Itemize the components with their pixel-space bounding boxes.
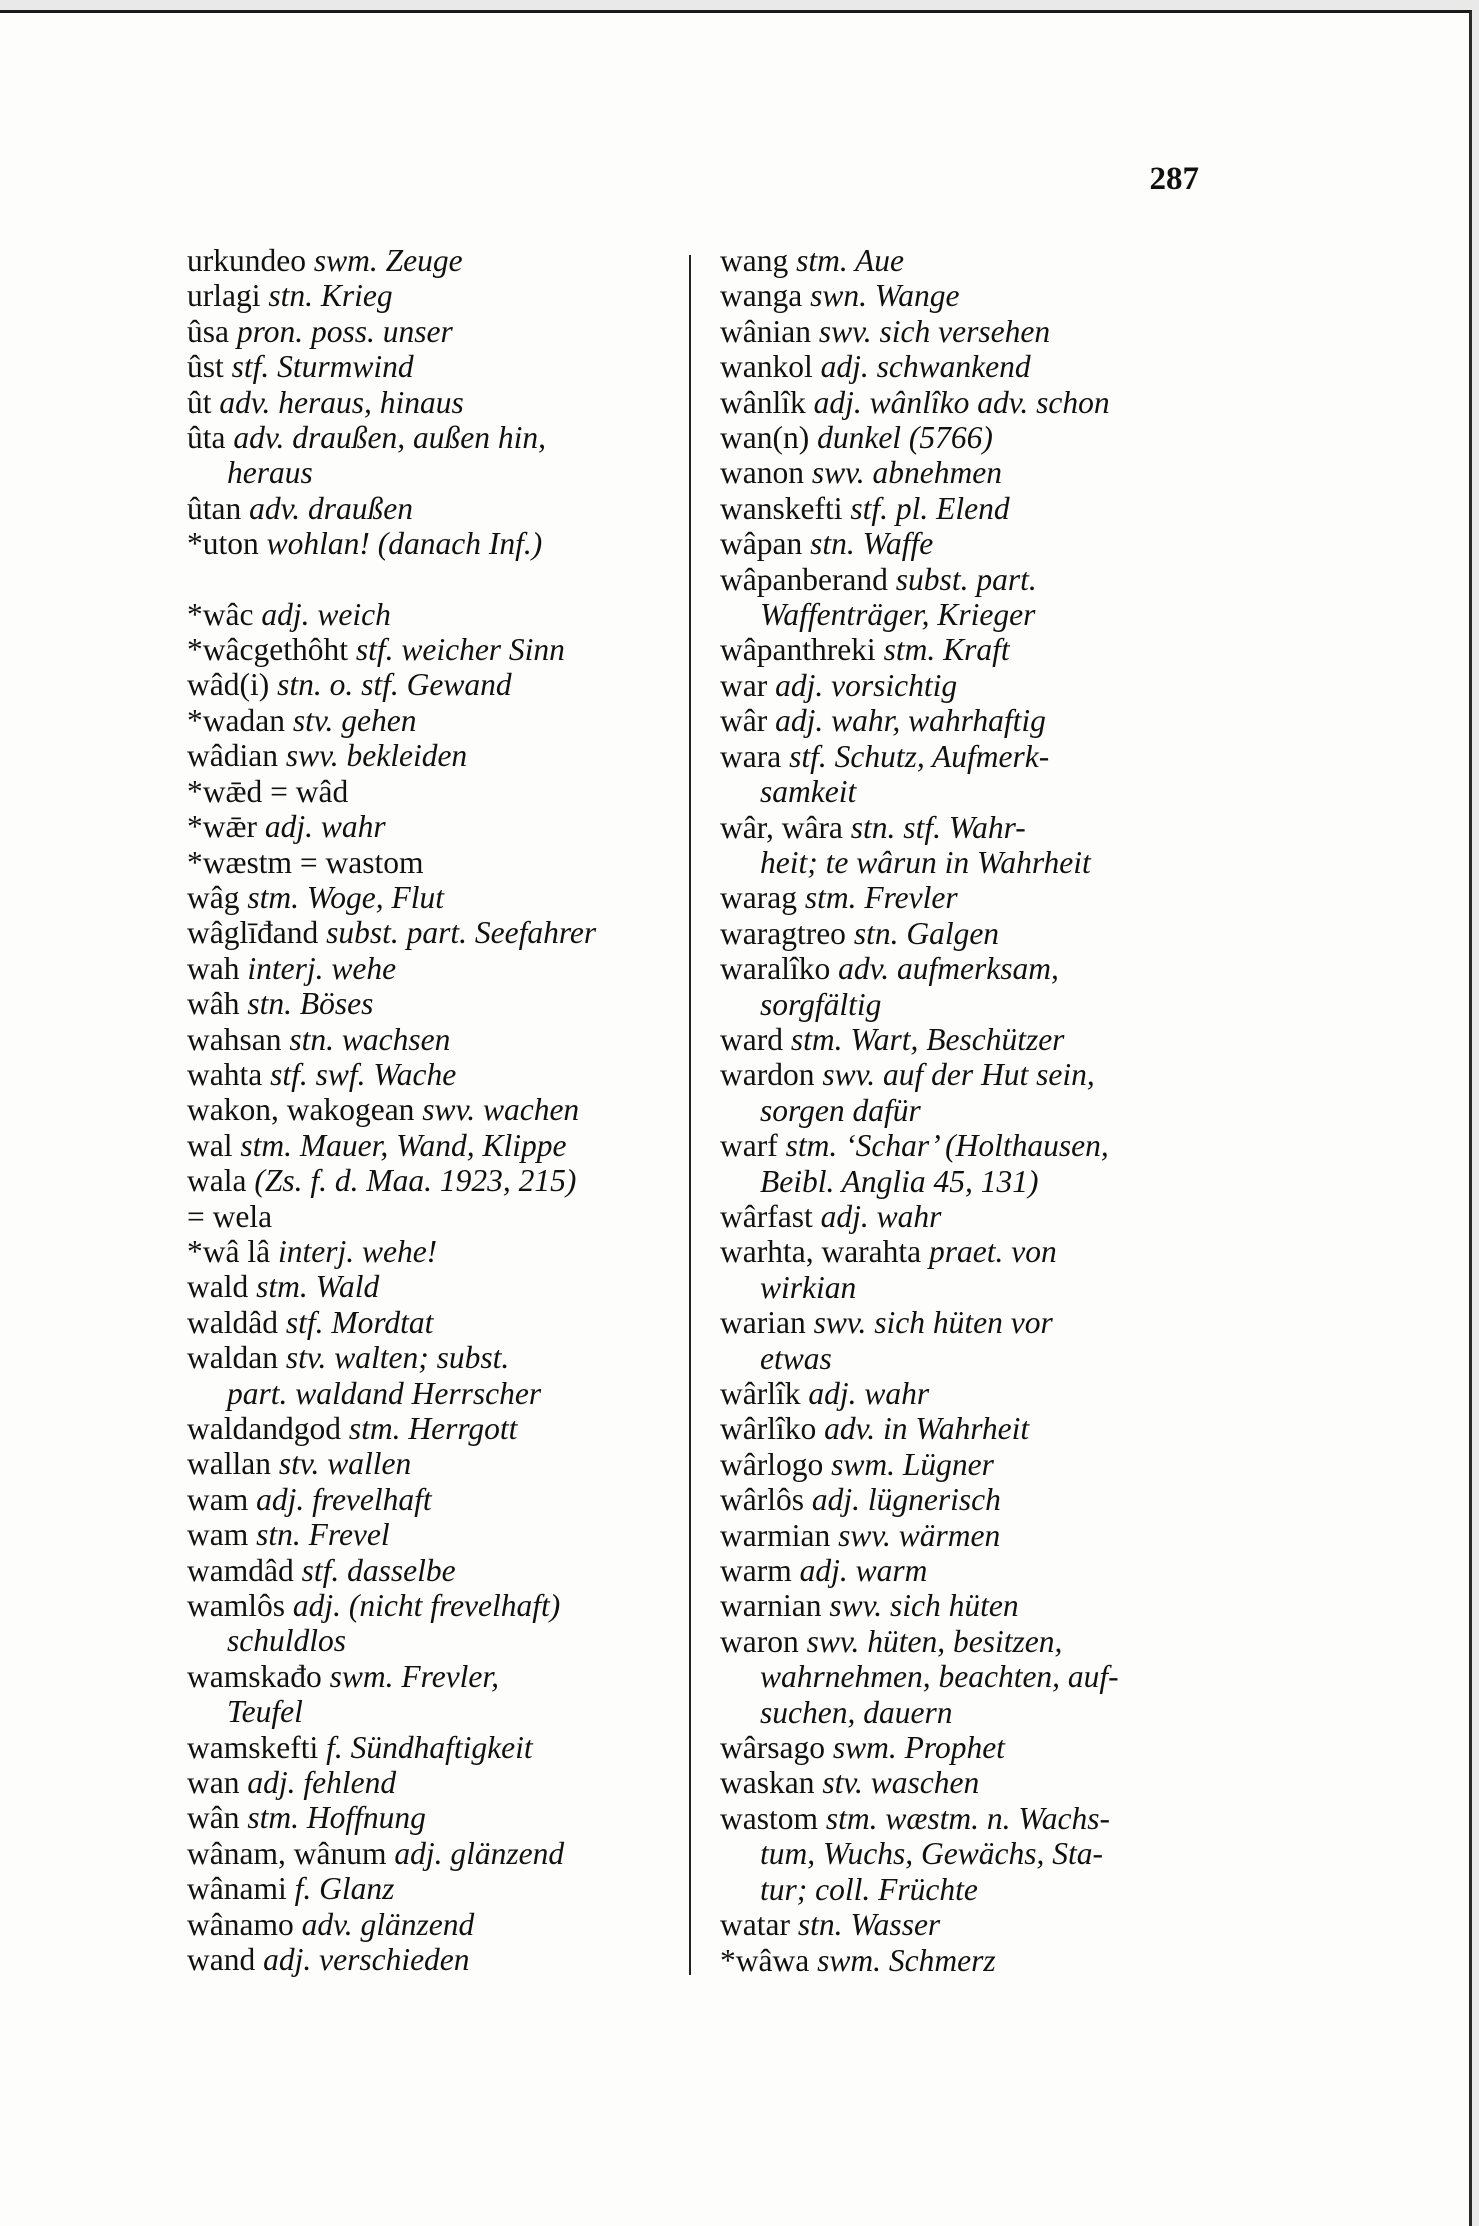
dictionary-entry bbox=[187, 1907, 687, 1942]
entry-definition: adj. wahr, wahrhaftig bbox=[775, 703, 1046, 739]
dictionary-entry bbox=[720, 278, 1220, 313]
entry-headword: warnian bbox=[720, 1588, 822, 1624]
entry-headword: waragtreo bbox=[720, 915, 846, 951]
entry-headword: wam bbox=[187, 1517, 249, 1553]
entry-headword: ûtan bbox=[187, 490, 242, 526]
entry-definition: adj. schwankend bbox=[820, 349, 1031, 385]
entry-definition: adj. frevelhaft bbox=[256, 1481, 432, 1517]
entry-headword: wamlôs bbox=[187, 1588, 285, 1624]
entry-headword: warag bbox=[720, 880, 797, 916]
dictionary-entry bbox=[187, 1659, 687, 1694]
dictionary-entry bbox=[720, 349, 1220, 384]
entry-definition: swv. wärmen bbox=[838, 1517, 1001, 1553]
entry-headword: wâdian bbox=[187, 738, 278, 774]
entry-headword: ûta bbox=[187, 420, 226, 456]
dictionary-entry bbox=[187, 243, 687, 278]
entry-definition: swv. auf der Hut sein, bbox=[822, 1057, 1095, 1093]
entry-headword: *wǣd = wâd bbox=[187, 773, 349, 809]
entry-headword: waldan bbox=[187, 1340, 278, 1376]
entry-headword: wârsago bbox=[720, 1730, 825, 1766]
dictionary-entry bbox=[187, 314, 687, 349]
dictionary-entry bbox=[187, 738, 687, 773]
entry-headword: wânam, wânum bbox=[187, 1835, 387, 1871]
entry-headword: wâg bbox=[187, 879, 240, 915]
dictionary-entry bbox=[720, 1588, 1220, 1623]
dictionary-entry bbox=[720, 243, 1220, 278]
dictionary-entry bbox=[187, 597, 687, 632]
entry-definition: wirkian bbox=[760, 1269, 857, 1305]
entry-headword: wâr, wâra bbox=[720, 809, 843, 845]
dictionary-entry bbox=[187, 1482, 687, 1517]
dictionary-entry bbox=[187, 1022, 687, 1057]
entry-headword: *uton bbox=[187, 526, 259, 562]
entry-headword: *wâwa bbox=[720, 1942, 810, 1978]
dictionary-entry bbox=[720, 1624, 1220, 1659]
dictionary-entry bbox=[187, 1340, 687, 1375]
dictionary-entry bbox=[187, 809, 687, 844]
entry-definition: swv. sich hüten bbox=[829, 1588, 1019, 1624]
entry-headword: wastom bbox=[720, 1800, 818, 1836]
dictionary-entry bbox=[720, 1305, 1220, 1340]
entry-headword: ward bbox=[720, 1021, 783, 1057]
entry-headword: wâpanberand bbox=[720, 561, 888, 597]
dictionary-entry bbox=[720, 562, 1220, 597]
entry-headword: wânlîk bbox=[720, 384, 806, 420]
entry-headword: wamskefti bbox=[187, 1729, 319, 1765]
entry-definition: swm. Zeuge bbox=[313, 243, 463, 278]
column-divider bbox=[689, 255, 691, 1975]
entry-definition: stf. pl. Elend bbox=[850, 490, 1010, 526]
entry-headword: wardon bbox=[720, 1057, 815, 1093]
dictionary-entry bbox=[720, 1199, 1220, 1234]
entry-definition: sorgen dafür bbox=[760, 1092, 921, 1128]
entry-definition: stf. swf. Wache bbox=[270, 1056, 457, 1092]
entry-definition: swv. hüten, besitzen, bbox=[806, 1623, 1063, 1659]
dictionary-entry bbox=[720, 951, 1220, 986]
entry-definition: adv. draußen bbox=[249, 490, 413, 526]
entry-definition: etwas bbox=[760, 1340, 832, 1376]
entry-headword: wâglīđand bbox=[187, 915, 319, 951]
entry-headword: wam bbox=[187, 1481, 249, 1517]
dictionary-entry bbox=[720, 703, 1220, 738]
entry-headword: wânamo bbox=[187, 1906, 294, 1942]
dictionary-entry bbox=[187, 1305, 687, 1340]
dictionary-entry bbox=[720, 880, 1220, 915]
dictionary-entry bbox=[187, 1517, 687, 1552]
dictionary-entry bbox=[720, 632, 1220, 667]
dictionary-entry bbox=[720, 1093, 1220, 1128]
entry-definition: adj. warm bbox=[799, 1553, 928, 1589]
entry-headword: wârlôs bbox=[720, 1482, 804, 1518]
dictionary-entry bbox=[720, 420, 1220, 455]
dictionary-entry bbox=[187, 774, 687, 809]
entry-definition: stm. Mauer, Wand, Klippe bbox=[240, 1127, 567, 1163]
dictionary-entry bbox=[720, 1128, 1220, 1163]
dictionary-entry bbox=[187, 632, 687, 667]
dictionary-entry bbox=[720, 1341, 1220, 1376]
dictionary-entry bbox=[187, 349, 687, 384]
dictionary-entry bbox=[187, 1623, 687, 1658]
entry-headword: wang bbox=[720, 243, 789, 278]
entry-definition: adj. (nicht frevelhaft) bbox=[292, 1588, 561, 1624]
entry-definition: stn. stf. Wahr- bbox=[850, 809, 1026, 845]
dictionary-entry bbox=[720, 385, 1220, 420]
dictionary-entry bbox=[720, 597, 1220, 632]
entry-definition: swm. Schmerz bbox=[817, 1942, 996, 1978]
dictionary-entry bbox=[187, 1269, 687, 1304]
dictionary-entry bbox=[720, 774, 1220, 809]
dictionary-entry bbox=[187, 491, 687, 526]
dictionary-entry bbox=[720, 1482, 1220, 1517]
entry-definition: stf. Mordtat bbox=[285, 1304, 434, 1340]
dictionary-entry bbox=[187, 1199, 687, 1234]
dictionary-entry bbox=[720, 1801, 1220, 1836]
dictionary-entry bbox=[720, 1943, 1220, 1978]
entry-headword: war bbox=[720, 667, 768, 703]
dictionary-entry bbox=[720, 1376, 1220, 1411]
entry-headword: wankol bbox=[720, 349, 813, 385]
dictionary-entry bbox=[187, 526, 687, 561]
dictionary-entry bbox=[720, 314, 1220, 349]
entry-headword: wan(n) bbox=[720, 420, 810, 456]
dictionary-entry bbox=[720, 668, 1220, 703]
entry-definition: heraus bbox=[227, 455, 313, 491]
dictionary-entry bbox=[187, 1694, 687, 1729]
entry-definition: heit; te wârun in Wahrheit bbox=[760, 844, 1091, 880]
entry-headword: waldâd bbox=[187, 1304, 278, 1340]
dictionary-entry bbox=[187, 278, 687, 313]
entry-headword: *wâc bbox=[187, 596, 254, 632]
dictionary-entry bbox=[187, 1411, 687, 1446]
entry-definition: stn. Böses bbox=[247, 986, 374, 1022]
entry-headword: ût bbox=[187, 384, 212, 420]
dictionary-entry bbox=[720, 916, 1220, 951]
dictionary-entry bbox=[187, 1942, 687, 1977]
entry-definition: swm. Frevler, bbox=[329, 1658, 500, 1694]
entry-definition: stm. ‘Schar’ (Holthausen, bbox=[785, 1128, 1109, 1164]
entry-definition: sorgfältig bbox=[760, 986, 882, 1022]
entry-headword: wanga bbox=[720, 278, 803, 314]
entry-headword: wârlogo bbox=[720, 1446, 824, 1482]
entry-definition: suchen, dauern bbox=[760, 1694, 953, 1730]
dictionary-entry bbox=[720, 1411, 1220, 1446]
dictionary-entry bbox=[187, 1057, 687, 1092]
entry-headword: wara bbox=[720, 738, 782, 774]
dictionary-entry bbox=[187, 1730, 687, 1765]
entry-definition: adv. aufmerksam, bbox=[838, 951, 1059, 987]
entry-headword: wanon bbox=[720, 455, 804, 491]
entry-headword: *wâ lâ bbox=[187, 1233, 271, 1269]
entry-definition: stf. Sturmwind bbox=[231, 349, 414, 385]
entry-definition: adv. glänzend bbox=[301, 1906, 475, 1942]
entry-headword: wamdâd bbox=[187, 1552, 294, 1588]
dictionary-entry bbox=[720, 526, 1220, 561]
entry-definition: stv. wallen bbox=[278, 1446, 412, 1482]
entry-definition: stm. Woge, Flut bbox=[247, 879, 444, 915]
entry-headword: wald bbox=[187, 1269, 249, 1305]
entry-definition: adj. weich bbox=[261, 596, 391, 632]
entry-headword: wâd(i) bbox=[187, 667, 270, 703]
dictionary-entry bbox=[187, 915, 687, 950]
dictionary-entry bbox=[187, 1234, 687, 1269]
entry-headword: warmian bbox=[720, 1517, 831, 1553]
entry-definition: adj. lügnerisch bbox=[811, 1482, 1001, 1518]
dictionary-entry bbox=[187, 1871, 687, 1906]
entry-definition: adj. wahr bbox=[808, 1376, 930, 1411]
dictionary-entry bbox=[720, 1270, 1220, 1305]
entry-headword: wâpanthreki bbox=[720, 632, 876, 668]
entry-definition: stv. waschen bbox=[822, 1765, 980, 1801]
entry-definition: stv. walten; subst. bbox=[285, 1340, 510, 1376]
entry-headword: wand bbox=[187, 1942, 256, 1978]
entry-definition: stn. Waffe bbox=[810, 526, 934, 562]
entry-definition: adj. verschieden bbox=[263, 1942, 470, 1978]
entry-definition: wahrnehmen, beachten, auf- bbox=[760, 1659, 1119, 1695]
entry-definition: stm. Aue bbox=[796, 243, 905, 278]
dictionary-entry bbox=[187, 1446, 687, 1481]
entry-definition: tum, Wuchs, Gewächs, Sta- bbox=[760, 1836, 1103, 1872]
dictionary-entry bbox=[720, 1057, 1220, 1092]
entry-definition: adj. vorsichtig bbox=[775, 667, 958, 703]
entry-headword: *wæstm = wastom bbox=[187, 844, 424, 880]
entry-definition: adv. heraus, hinaus bbox=[219, 384, 464, 420]
entry-definition: Beibl. Anglia 45, 131) bbox=[760, 1163, 1039, 1199]
entry-definition: stf. Schutz, Aufmerk- bbox=[789, 738, 1050, 774]
dictionary-entry bbox=[187, 1376, 687, 1411]
dictionary-entry bbox=[720, 987, 1220, 1022]
dictionary-entry bbox=[720, 1872, 1220, 1907]
dictionary-entry bbox=[187, 1128, 687, 1163]
entry-definition: f. Glanz bbox=[294, 1871, 395, 1907]
entry-headword: waralîko bbox=[720, 951, 831, 987]
entry-definition: interj. wehe! bbox=[277, 1233, 438, 1269]
entry-headword: wamskađo bbox=[187, 1658, 322, 1694]
entry-definition: adj. wânlîko adv. schon bbox=[813, 384, 1110, 420]
entry-headword: wan bbox=[187, 1765, 240, 1801]
dictionary-entry bbox=[187, 1163, 687, 1198]
dictionary-entry bbox=[187, 1836, 687, 1871]
entry-headword: wânami bbox=[187, 1871, 287, 1907]
entry-headword: ûst bbox=[187, 349, 224, 385]
dictionary-entry bbox=[187, 420, 687, 455]
dictionary-entry bbox=[187, 951, 687, 986]
entry-definition: dunkel (5766) bbox=[817, 420, 993, 456]
dictionary-entry bbox=[187, 1588, 687, 1623]
entry-headword: wakon, wakogean bbox=[187, 1092, 415, 1128]
entry-headword: *wadan bbox=[187, 702, 285, 738]
entry-headword: wâr bbox=[720, 703, 768, 739]
entry-definition: swv. abnehmen bbox=[811, 455, 1002, 491]
entry-headword: wân bbox=[187, 1800, 240, 1836]
entry-headword: warhta, warahta bbox=[720, 1234, 922, 1270]
page-number: 287 bbox=[1149, 161, 1199, 197]
dictionary-entry bbox=[187, 385, 687, 420]
entry-headword: wal bbox=[187, 1127, 233, 1163]
entry-definition: stn. wachsen bbox=[289, 1021, 451, 1057]
entry-definition: stf. dasselbe bbox=[301, 1552, 456, 1588]
entry-definition: stn. Frevel bbox=[256, 1517, 390, 1553]
entry-definition: swn. Wange bbox=[810, 278, 960, 314]
entry-definition: stn. o. stf. Gewand bbox=[277, 667, 512, 703]
entry-headword: warian bbox=[720, 1305, 806, 1341]
entry-headword: wârlîk bbox=[720, 1376, 801, 1411]
entry-definition: samkeit bbox=[760, 774, 857, 810]
dictionary-entry bbox=[720, 739, 1220, 774]
dictionary-entry bbox=[720, 1234, 1220, 1269]
entry-definition: swv. sich versehen bbox=[818, 313, 1051, 349]
entry-definition: adj. glänzend bbox=[394, 1835, 565, 1871]
entry-definition: pron. poss. unser bbox=[236, 313, 453, 349]
entry-headword: wârlîko bbox=[720, 1411, 817, 1447]
entry-definition: stf. weicher Sinn bbox=[355, 632, 565, 668]
entry-definition: stm. Kraft bbox=[883, 632, 1010, 668]
dictionary-entry bbox=[720, 1164, 1220, 1199]
dictionary-entry bbox=[187, 1092, 687, 1127]
entry-definition: adj. wahr bbox=[264, 809, 386, 845]
entry-definition: wohlan! (danach Inf.) bbox=[266, 526, 543, 562]
entry-definition: (Zs. f. d. Maa. 1923, 215) bbox=[254, 1163, 577, 1199]
entry-headword: wâpan bbox=[720, 526, 803, 562]
dictionary-entry bbox=[720, 1659, 1220, 1694]
entry-headword: wahsan bbox=[187, 1021, 282, 1057]
dictionary-entry bbox=[720, 1765, 1220, 1800]
entry-definition: stm. Herrgott bbox=[348, 1411, 518, 1446]
entry-headword: *wâcgethôht bbox=[187, 632, 348, 668]
entry-definition: stn. Galgen bbox=[853, 915, 1000, 951]
entry-definition: stm. wæstm. n. Wachs- bbox=[825, 1800, 1110, 1836]
dictionary-entry bbox=[187, 986, 687, 1021]
left-column bbox=[187, 243, 687, 1978]
dictionary-entry bbox=[720, 1022, 1220, 1057]
entry-headword: wârfast bbox=[720, 1198, 813, 1234]
entry-definition: adv. draußen, außen hin, bbox=[233, 420, 546, 456]
entry-definition: stn. Krieg bbox=[268, 278, 393, 314]
dictionary-entry bbox=[720, 1553, 1220, 1588]
entry-definition: stm. Wart, Beschützer bbox=[790, 1021, 1065, 1057]
entry-headword: wahta bbox=[187, 1056, 263, 1092]
entry-definition: adj. wahr bbox=[820, 1198, 942, 1234]
entry-definition: adv. in Wahrheit bbox=[824, 1411, 1030, 1447]
dictionary-entry bbox=[187, 455, 687, 490]
entry-definition: f. Sündhaftigkeit bbox=[326, 1729, 533, 1765]
entry-headword: urkundeo bbox=[187, 243, 306, 278]
entry-definition: Waffenträger, Krieger bbox=[760, 597, 1036, 633]
dictionary-entry bbox=[187, 703, 687, 738]
entry-headword: wânian bbox=[720, 313, 811, 349]
entry-headword: warm bbox=[720, 1553, 792, 1589]
entry-definition: swm. Lügner bbox=[831, 1446, 994, 1482]
entry-headword: wallan bbox=[187, 1446, 271, 1482]
dictionary-entry bbox=[187, 1800, 687, 1835]
dictionary-entry bbox=[187, 845, 687, 880]
dictionary-page bbox=[0, 10, 1472, 2226]
entry-definition: swv. bekleiden bbox=[285, 738, 468, 774]
entry-headword: wâh bbox=[187, 986, 240, 1022]
dictionary-entry bbox=[720, 1907, 1220, 1942]
entry-headword: ûsa bbox=[187, 313, 229, 349]
entry-definition: stv. gehen bbox=[292, 702, 417, 738]
entry-headword: watar bbox=[720, 1907, 790, 1943]
entry-definition: subst. part. bbox=[895, 561, 1037, 597]
entry-definition: praet. von bbox=[929, 1234, 1057, 1270]
entry-definition: stn. Wasser bbox=[797, 1907, 941, 1943]
entry-headword: waldandgod bbox=[187, 1411, 341, 1446]
dictionary-entry bbox=[187, 1765, 687, 1800]
entry-headword: wanskefti bbox=[720, 490, 843, 526]
entry-definition: schuldlos bbox=[227, 1623, 347, 1659]
dictionary-entry bbox=[720, 845, 1220, 880]
entry-headword: urlagi bbox=[187, 278, 261, 314]
dictionary-entry bbox=[720, 1518, 1220, 1553]
dictionary-entry bbox=[720, 1447, 1220, 1482]
dictionary-entry bbox=[187, 1553, 687, 1588]
entry-headword: waskan bbox=[720, 1765, 815, 1801]
dictionary-entry bbox=[720, 455, 1220, 490]
entry-definition: subst. part. Seefahrer bbox=[326, 915, 597, 951]
entry-definition: swm. Prophet bbox=[832, 1730, 1005, 1766]
entry-definition: swv. wachen bbox=[422, 1092, 580, 1128]
entry-definition: adj. fehlend bbox=[247, 1765, 397, 1801]
entry-definition: part. waldand Herrscher bbox=[227, 1375, 542, 1411]
entry-definition: interj. wehe bbox=[247, 950, 397, 986]
entry-definition: Teufel bbox=[227, 1694, 303, 1730]
dictionary-entry bbox=[187, 667, 687, 702]
entry-definition: stm. Wald bbox=[256, 1269, 380, 1305]
entry-headword: wah bbox=[187, 950, 240, 986]
entry-definition: swv. sich hüten vor bbox=[813, 1305, 1053, 1341]
entry-definition: stm. Hoffnung bbox=[247, 1800, 426, 1836]
dictionary-entry bbox=[720, 810, 1220, 845]
entry-headword: warf bbox=[720, 1128, 778, 1164]
dictionary-entry bbox=[187, 880, 687, 915]
dictionary-entry bbox=[720, 1695, 1220, 1730]
entry-headword: *wǣr bbox=[187, 809, 257, 845]
dictionary-entry bbox=[720, 491, 1220, 526]
entry-definition: tur; coll. Früchte bbox=[760, 1871, 978, 1907]
entry-headword: wala bbox=[187, 1163, 247, 1199]
dictionary-entry bbox=[720, 1730, 1220, 1765]
entry-headword: = wela bbox=[187, 1198, 273, 1234]
entry-headword: waron bbox=[720, 1623, 799, 1659]
dictionary-entry bbox=[720, 1836, 1220, 1871]
right-column bbox=[720, 243, 1220, 1978]
entry-definition: stm. Frevler bbox=[804, 880, 958, 916]
